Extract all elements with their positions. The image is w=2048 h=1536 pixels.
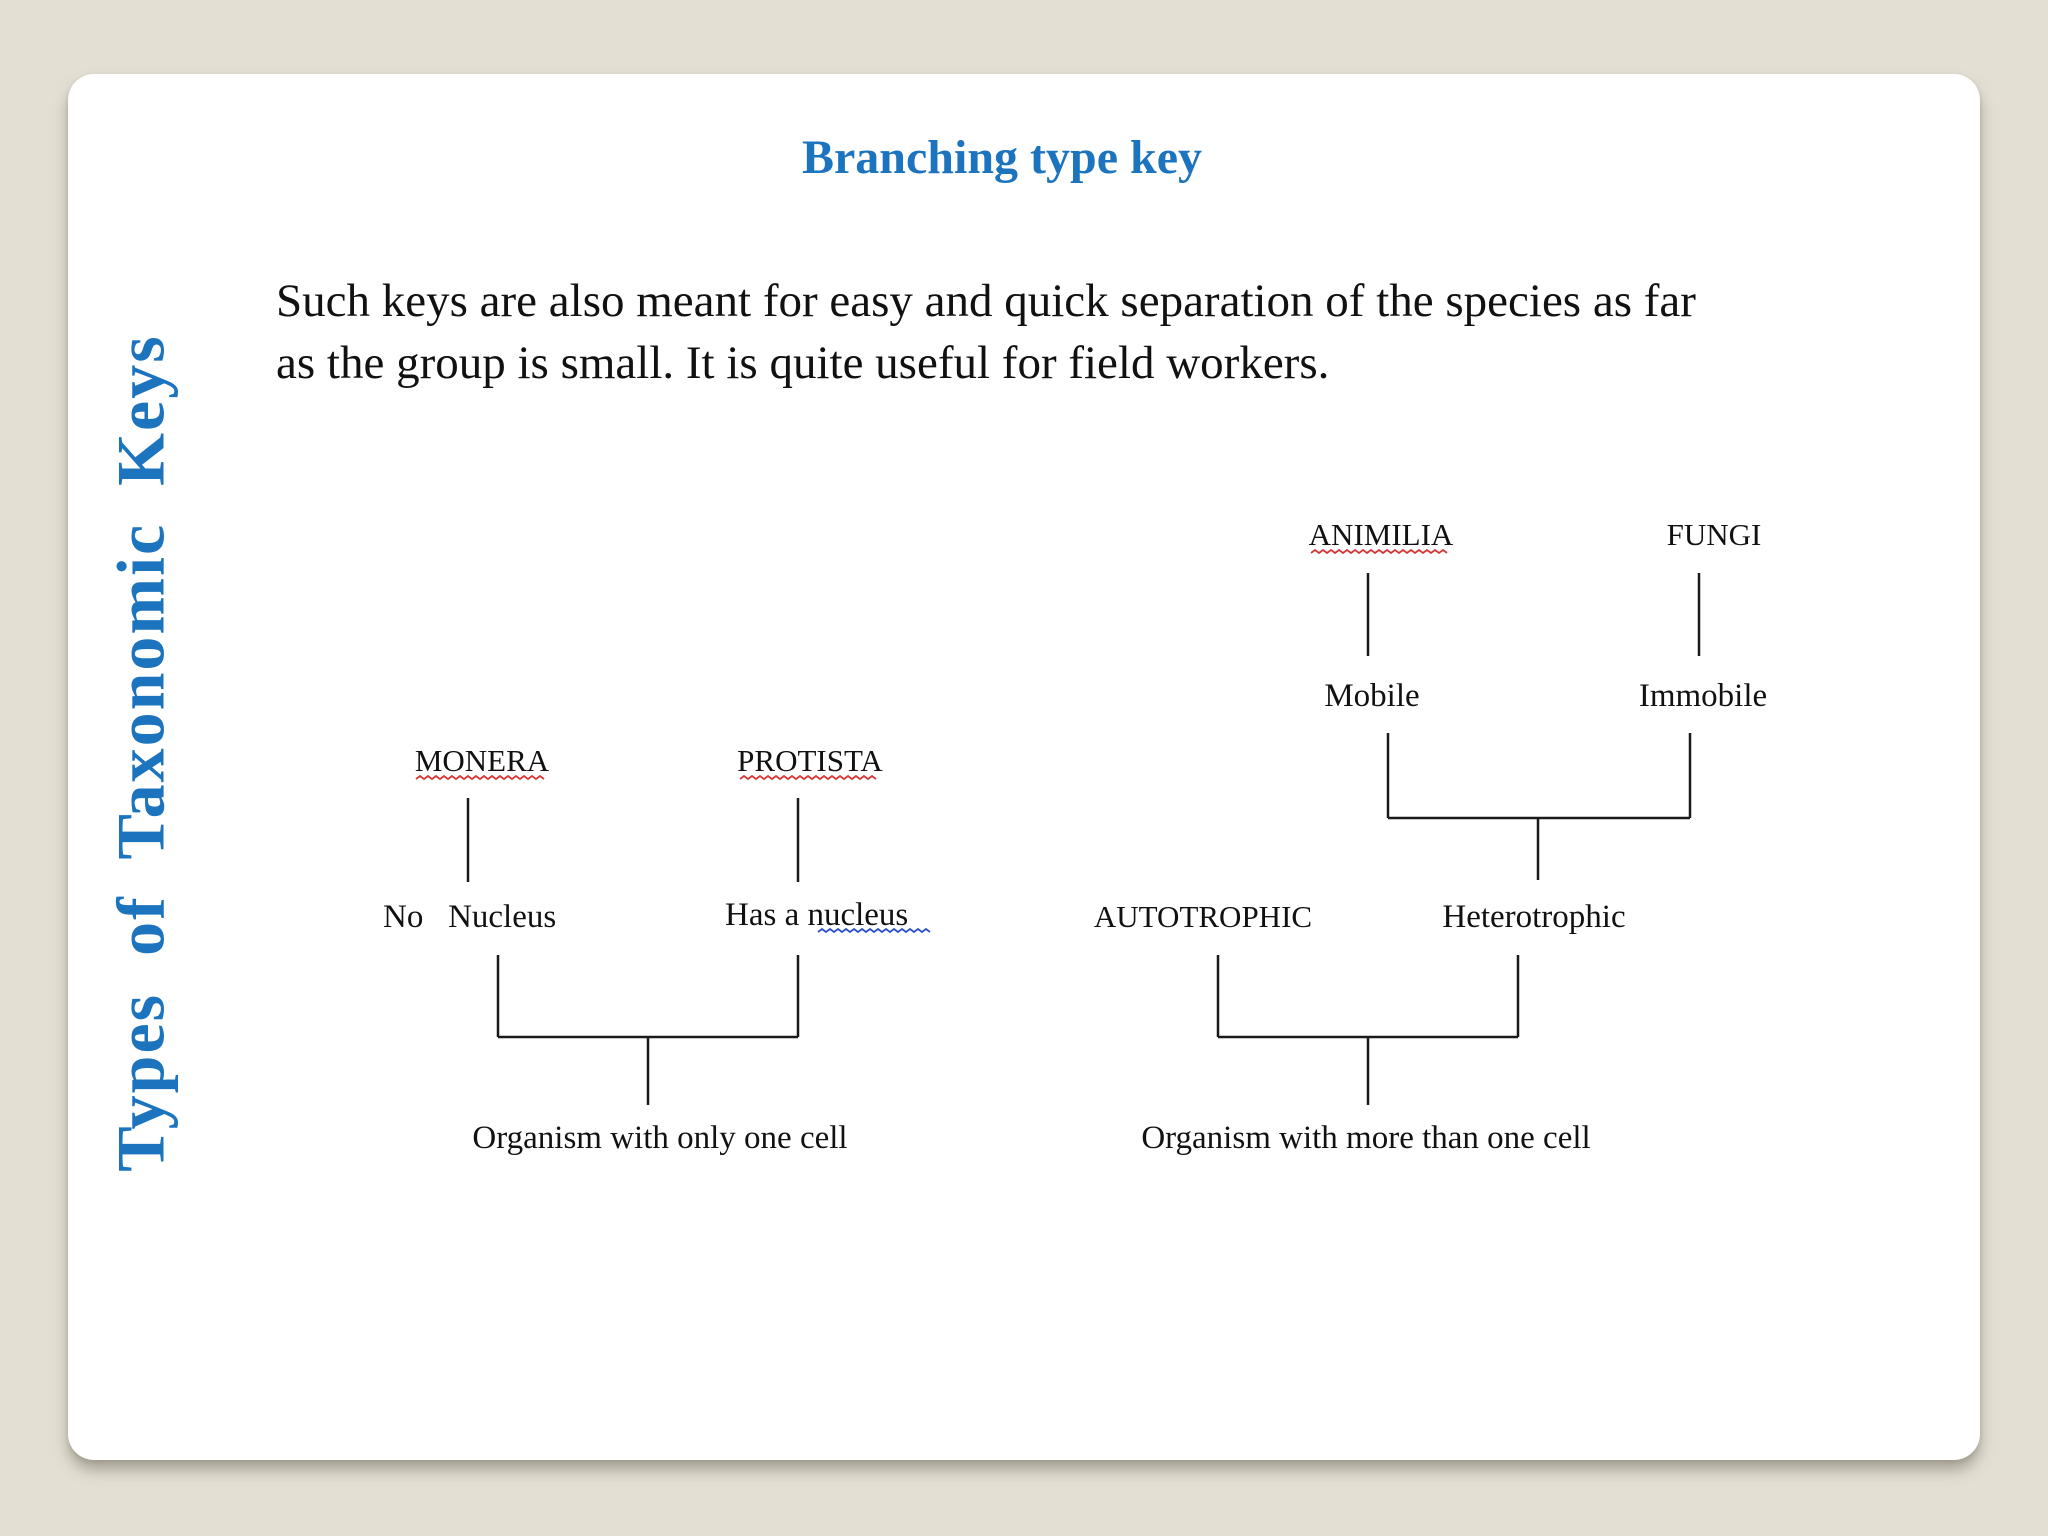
paragraph-line-2: as the group is small. It is quite useful for field workers. <box>276 337 1330 389</box>
side-title: Types of Taxonomic Keys <box>102 334 179 1172</box>
branch-heterotrophic: Heterotrophic <box>1442 899 1626 935</box>
multicellular-tree <box>1094 517 1767 1156</box>
leaf-animilia: ANIMILIA <box>1308 517 1454 552</box>
branch-no-nucleus: No Nucleus <box>383 899 557 935</box>
sub-mobile: Mobile <box>1324 678 1420 714</box>
unicellular-tree <box>383 743 930 1156</box>
sub-immobile: Immobile <box>1638 678 1768 714</box>
slide-heading: Branching type key <box>801 131 1203 184</box>
branch-autotrophic: AUTOTROPHIC <box>1093 899 1313 934</box>
leaf-protista: PROTISTA <box>737 743 883 778</box>
root-more-than-one-cell: Organism with more than one cell <box>1141 1120 1591 1156</box>
paragraph-line-1: Such keys are also meant for easy and quick separation of the species as far <box>276 275 1696 327</box>
leaf-monera: MONERA <box>414 743 550 778</box>
root-one-cell: Organism with only one cell <box>472 1120 848 1156</box>
branch-has-nucleus: Has a nucleus <box>725 897 909 933</box>
leaf-fungi: FUNGI <box>1666 517 1762 552</box>
